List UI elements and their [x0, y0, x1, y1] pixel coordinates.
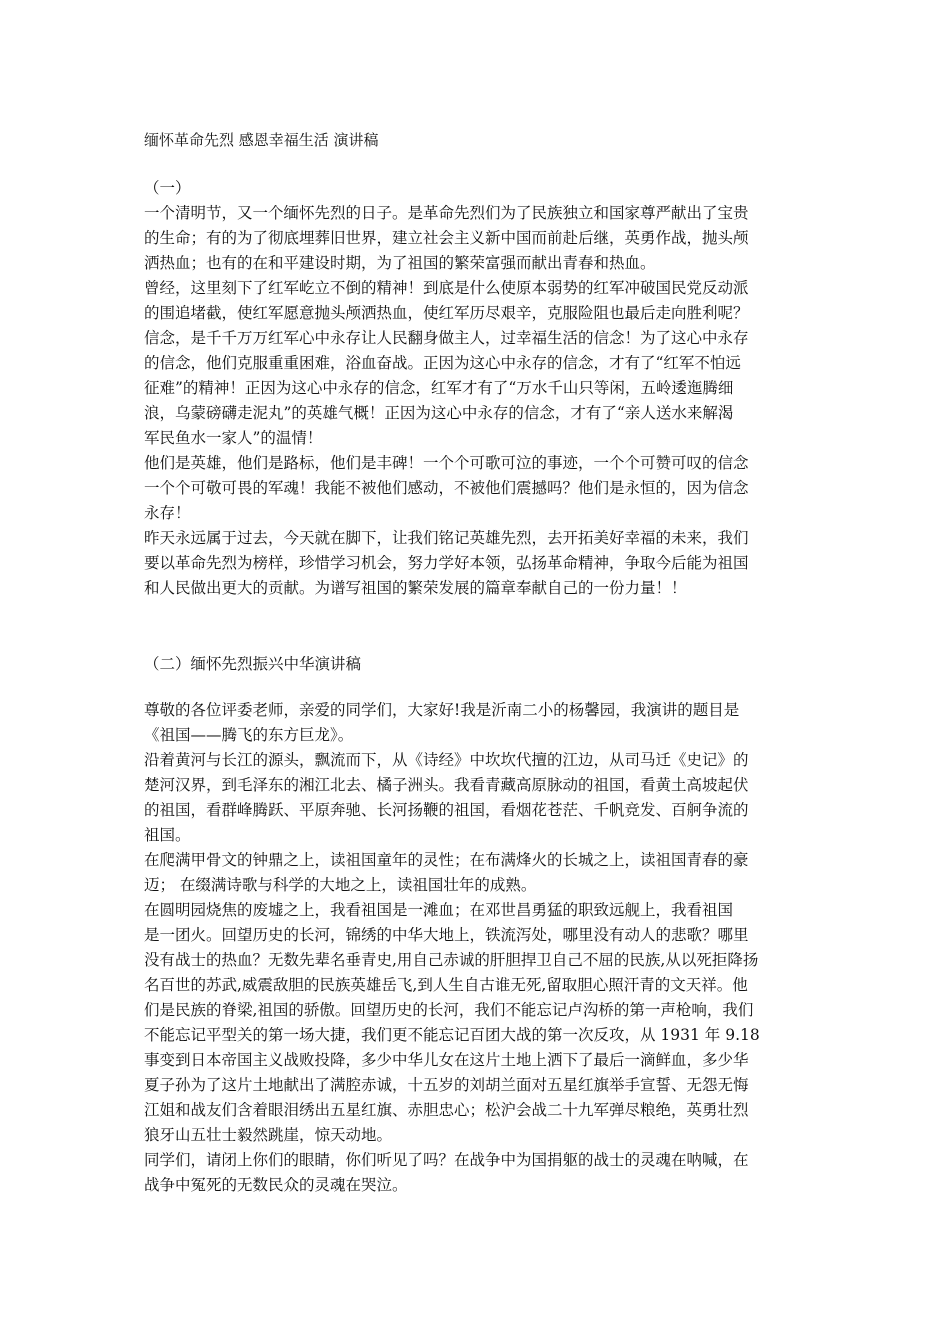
paragraph-line: 和人民做出更大的贡献。为谱写祖国的繁荣发展的篇章奉献自己的一份力量！！	[144, 579, 687, 597]
paragraph-line: 洒热血；也有的在和平建设时期，为了祖国的繁荣富强而献出青春和热血。	[144, 254, 656, 272]
paragraph-line: 在爬满甲骨文的钟鼎之上，读祖国童年的灵性；在布满烽火的长城之上，读祖国青春的豪	[144, 851, 749, 869]
paragraph-line: 的信念，他们克服重重困难，浴血奋战。正因为这心中永存的信念，才有了“红军不怕远	[144, 354, 741, 372]
paragraph-line: 浪，乌蒙磅礴走泥丸”的英雄气概！正因为这心中永存的信念，才有了“亲人送水来解渴	[144, 404, 734, 422]
paragraph-line: 要以革命先烈为榜样，珍惜学习机会，努力学好本领，弘扬革命精神，争取今后能为祖国	[144, 554, 749, 572]
paragraph-line: 夏子孙为了这片土地献出了满腔赤诚，十五岁的刘胡兰面对五星红旗举手宣誓、无怨无悔	[144, 1076, 749, 1094]
paragraph-line: 们是民族的脊梁,祖国的骄傲。回望历史的长河，我们不能忘记卢沟桥的第一声枪响，我们	[144, 1001, 754, 1019]
paragraph-line: 《祖国——腾飞的东方巨龙》。	[144, 726, 354, 744]
paragraph-line: 在圆明园烧焦的废墟之上，我看祖国是一滩血；在邓世昌勇猛的职致远舰上，我看祖国	[144, 901, 734, 919]
paragraph-line: 一个个可敬可畏的军魂！我能不被他们感动，不被他们震撼吗？他们是永恒的，因为信念	[144, 479, 749, 497]
paragraph-line: 昨天永远属于过去，今天就在脚下，让我们铭记英雄先烈，去开拓美好幸福的未来，我们	[144, 529, 749, 547]
paragraph-line: 曾经，这里刻下了红军屹立不倒的精神！到底是什么使原本弱势的红军冲破国民党反动派	[144, 279, 749, 297]
section-2-title: （二）缅怀先烈振兴中华演讲稿	[144, 655, 362, 673]
paragraph-line: 名百世的苏武,威震敌胆的民族英雄岳飞,到人生自古谁无死,留取胆心照汗青的文天祥。他	[144, 976, 748, 994]
paragraph-line: 事变到日本帝国主义战败投降，多少中华儿女在这片土地上洒下了最后一滴鲜血，多少华	[144, 1051, 749, 1069]
paragraph-line: 没有战士的热血？无数先辈名垂青史,用自己赤诚的肝胆捍卫自己不屈的民族,从以死拒降扬	[144, 951, 759, 969]
paragraph-line: 信念，是千千万万红军心中永存让人民翻身做主人，过幸福生活的信念！为了这心中永存	[144, 329, 749, 347]
paragraph-line: 同学们，请闭上你们的眼睛，你们听见了吗？在战争中为国捐躯的战士的灵魂在呐喊，在	[144, 1151, 749, 1169]
section-1-label: （一）	[144, 179, 191, 197]
paragraph-line: 楚河汉界，到毛泽东的湘江北去、橘子洲头。我看青藏高原脉动的祖国，看黄土高坡起伏	[144, 776, 749, 794]
paragraph-line: 他们是英雄，他们是路标，他们是丰碑！一个个可歌可泣的事迹，一个个可赞可叹的信念	[144, 454, 749, 472]
paragraph-line: 尊敬的各位评委老师，亲爱的同学们，大家好!我是沂南二小的杨馨园，我演讲的题目是	[144, 701, 740, 719]
paragraph-line: 战争中冤死的无数民众的灵魂在哭泣。	[144, 1176, 408, 1194]
paragraph-line: 沿着黄河与长江的源头，飘流而下，从《诗经》中坎坎代擅的江边，从司马迁《史记》的	[144, 751, 749, 769]
paragraph-line: 的生命；有的为了彻底埋葬旧世界，建立社会主义新中国而前赴后继，英勇作战，抛头颅	[144, 229, 749, 247]
paragraph-line: 军民鱼水一家人”的温情！	[144, 429, 323, 447]
paragraph-line: 祖国。	[144, 826, 191, 844]
paragraph-line: 的祖国，看群峰腾跃、平原奔驰、长河扬鞭的祖国，看烟花苍茫、千帆竞发、百舸争流的	[144, 801, 749, 819]
paragraph-line: 的围追堵截，使红军愿意抛头颅洒热血，使红军历尽艰辛，克服险阻也最后走向胜利呢？	[144, 304, 749, 322]
paragraph-line: 迈； 在缀满诗歌与科学的大地之上，读祖国壮年的成熟。	[144, 876, 537, 894]
paragraph-line: 是一团火。回望历史的长河，锦绣的中华大地上，铁流泻处，哪里没有动人的悲歌？哪里	[144, 926, 749, 944]
document-title: 缅怀革命先烈 感恩幸福生活 演讲稿	[144, 131, 379, 149]
paragraph-line: 一个清明节，又一个缅怀先烈的日子。是革命先烈们为了民族独立和国家尊严献出了宝贵	[144, 204, 749, 222]
paragraph-line: 不能忘记平型关的第一场大捷，我们更不能忘记百团大战的第一次反攻，从 1931 年 9.18	[144, 1026, 760, 1044]
paragraph-line: 狼牙山五壮士毅然跳崖，惊天动地。	[144, 1126, 393, 1144]
paragraph-line: 江姐和战友们含着眼泪绣出五星红旗、赤胆忠心；松沪会战二十九军弹尽粮绝，英勇壮烈	[144, 1101, 749, 1119]
paragraph-line: 永存！	[144, 504, 191, 522]
paragraph-line: 征难”的精神！正因为这心中永存的信念，红军才有了“万水千山只等闲，五岭逶迤腾细	[144, 379, 734, 397]
